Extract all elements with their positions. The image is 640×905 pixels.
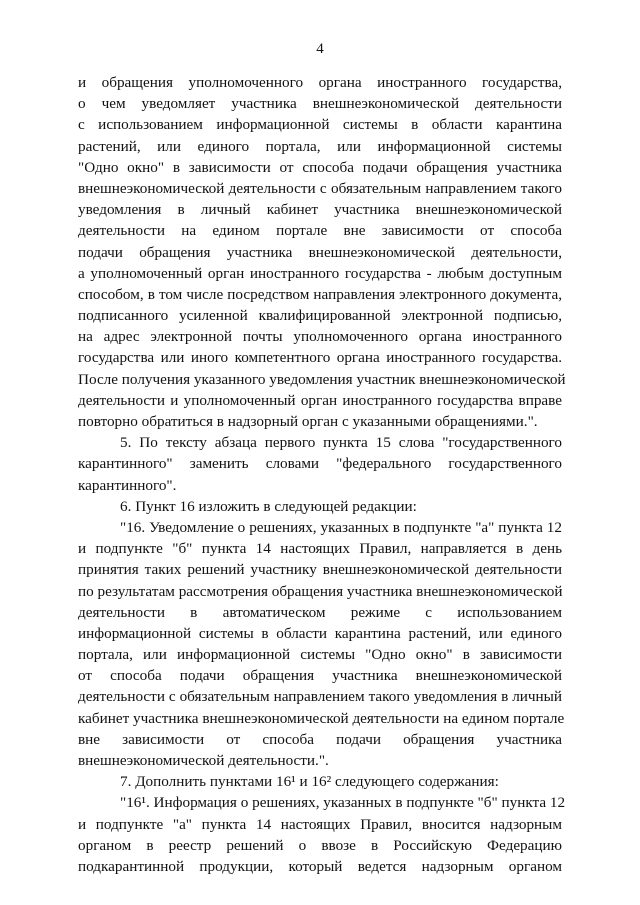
text-line: уведомления в личный кабинет участника внешнеэкономической	[78, 201, 562, 219]
text-line: портала, или информационной системы "Одно окно" в зависимости	[78, 646, 562, 664]
text-line: "16¹. Информация о решениях, указанных в подпункте "б" пункта 12	[120, 794, 566, 812]
text-line: принятия таких решений участнику внешнеэкономической деятельности	[78, 561, 562, 579]
text-line: "Одно окно" в зависимости от способа подачи обращения участника	[78, 158, 562, 176]
text-line: внешнеэкономической деятельности.".	[78, 752, 329, 769]
text-line: 6. Пункт 16 изложить в следующей редакции:	[120, 497, 417, 515]
text-line: внешнеэкономической деятельности с обязательным направлением такого	[78, 179, 562, 197]
text-line: подкарантинной продукции, который ведется надзорным органом	[78, 857, 562, 875]
text-line: и подпункте "б" пункта 14 настоящих Правил, направляется в день	[78, 540, 562, 558]
text-line: деятельности с обязательным направлением такого уведомления в личный	[78, 688, 562, 706]
text-line: вне зависимости от способа подачи обращения участника	[78, 730, 562, 748]
page-number: 4	[316, 41, 324, 57]
text-line: информационной системы в области карантина растений, или единого	[78, 624, 562, 642]
text-line: 7. Дополнить пунктами 16¹ и 16² следующего содержания:	[120, 773, 499, 791]
text-line: карантинного" заменить словами "федерального государственного	[78, 455, 562, 473]
text-line: и обращения уполномоченного органа иностранного государства,	[78, 74, 562, 91]
text-line: подписанного усиленной квалифицированной электронной подписью,	[78, 307, 562, 325]
text-line: по результатам рассмотрения обращения участника внешнеэкономической	[78, 582, 563, 600]
text-line: деятельности в автоматическом режиме с использованием	[78, 603, 562, 621]
text-line: деятельности на едином портале вне зависимости от способа	[78, 222, 562, 240]
text-line: деятельности и уполномоченный орган иностранного государства вправе	[78, 391, 562, 409]
text-line: органом в реестр решений о ввозе в Российскую Федерацию	[78, 836, 562, 854]
text-line: После получения указанного уведомления участник внешнеэкономической	[78, 370, 566, 388]
text-line: 5. По тексту абзаца первого пункта 15 слова "государственного	[120, 434, 562, 452]
text-line: государства или иного компетентного органа иностранного государства.	[78, 349, 562, 367]
text-line: с использованием информационной системы в области карантина	[78, 116, 562, 134]
text-line: подачи обращения участника внешнеэкономической деятельности,	[78, 243, 562, 261]
text-line: повторно обратиться в надзорный орган с указанными обращениями.".	[78, 413, 538, 430]
text-line: растений, или единого портала, или информационной системы	[78, 137, 562, 155]
text-line: а уполномоченный орган иностранного государства - любым доступным	[78, 264, 562, 282]
text-line: и подпункте "а" пункта 14 настоящих Правил, вносится надзорным	[78, 815, 562, 833]
text-line: на адрес электронной почты уполномоченного органа иностранного	[78, 328, 562, 346]
document-body	[78, 72, 566, 877]
text-line: карантинного".	[78, 476, 177, 494]
text-line: о чем уведомляет участника внешнеэкономической деятельности	[78, 95, 562, 113]
text-line: кабинет участника внешнеэкономической деятельности на едином портале	[78, 709, 565, 727]
text-line: от способа подачи обращения участника внешнеэкономической	[78, 667, 562, 685]
text-line: способом, в том числе посредством направления электронного документа,	[78, 285, 562, 303]
text-line: "16. Уведомление о решениях, указанных в подпункте "а" пункта 12	[120, 518, 562, 536]
